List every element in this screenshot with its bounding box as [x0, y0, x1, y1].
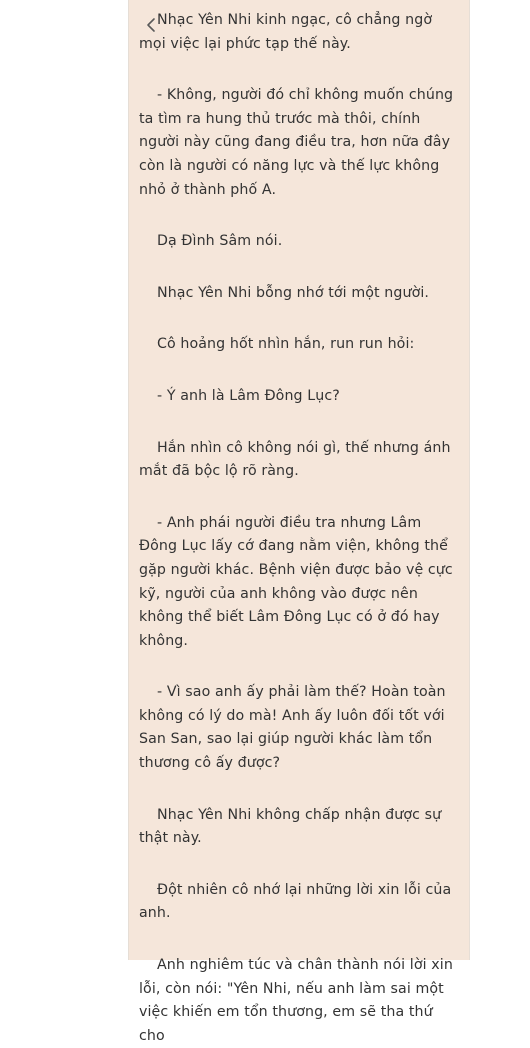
paragraph: Nhạc Yên Nhi bỗng nhớ tới một người. — [157, 284, 430, 301]
paragraph: - Anh phái người điều tra nhưng Lâm Đông Lục lấy cớ đang nằm viện, không thể gặp người khác. Bệnh viện được bảo vệ cực kỹ, người của anh không vào được nên không thể biết Lâm Đông Lục có ở đó hay không. — [139, 514, 453, 649]
left-margin — [0, 0, 129, 960]
paragraph: Cô hoảng hốt nhìn hắn, run run hỏi: — [157, 336, 415, 353]
chapter-text — [129, 9, 469, 1048]
paragraph: Đột nhiên cô nhớ lại những lời xin lỗi của anh. — [139, 881, 452, 922]
paragraph: Anh nghiêm túc và chân thành nói lời xin lỗi, còn nói: "Yên Nhi, nếu anh làm sai một việc khiến em tổn thương, em sẽ tha thứ cho — [139, 957, 453, 1044]
paragraph: Nhạc Yên Nhi không chấp nhận được sự thật này. — [139, 806, 442, 847]
paragraph: Dạ Đình Sâm nói. — [157, 233, 283, 250]
chevron-left-icon — [146, 17, 156, 33]
paragraph: - Vì sao anh ấy phải làm thế? Hoàn toàn không có lý do mà! Anh ấy luôn đối tốt với San San, sao lại giúp người khác làm tổn thương cô ấy được? — [139, 684, 446, 772]
right-margin — [469, 0, 530, 960]
paragraph: - Ý anh là Lâm Đông Lục? — [157, 387, 340, 404]
reader-page[interactable] — [129, 0, 469, 1044]
paragraph: Nhạc Yên Nhi kinh ngạc, cô chẳng ngờ mọi việc lại phức tạp thế này. — [139, 12, 433, 52]
back-button[interactable] — [140, 12, 162, 38]
paragraph: - Không, người đó chỉ không muốn chúng ta tìm ra hung thủ trước mà thôi, chính người này cũng đang điều tra, hơn nữa đây còn là người có năng lực và thế lực không nhỏ ở thành phố A. — [139, 87, 454, 198]
paragraph: Hắn nhìn cô không nói gì, thế nhưng ánh mắt đã bộc lộ rõ ràng. — [139, 439, 451, 480]
